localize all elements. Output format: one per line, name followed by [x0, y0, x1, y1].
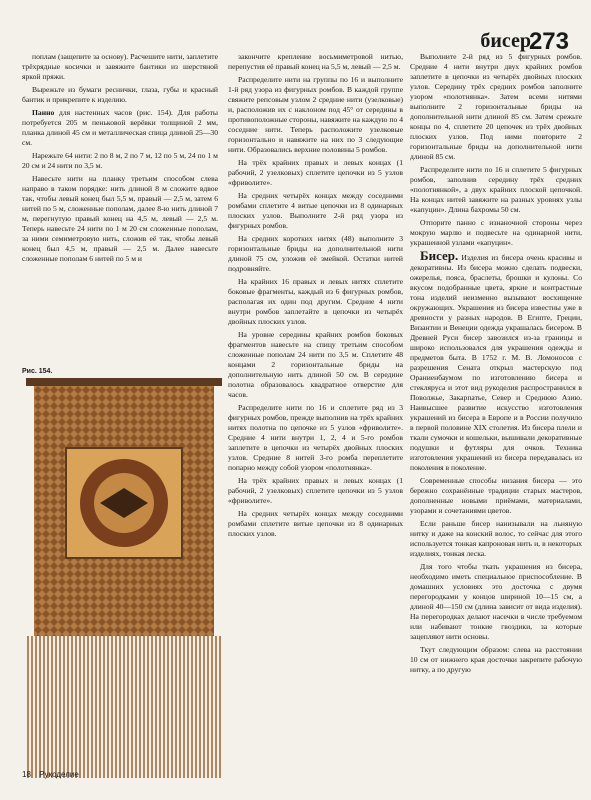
- paragraph: Если раньше бисер нанизывали на льняную нитку и даже на конский волос, то сейчас для этого используется тонкая капроновая нить и, в некоторых изделиях, тонкая леска.: [410, 519, 582, 558]
- footer-title: Рукоделие: [39, 770, 79, 779]
- paragraph: закончите крепление восьмиметровой нитью, перепустив её правый конец на 5,5 м, левый — 2,5 м.: [228, 52, 403, 71]
- paragraph: Современные способы низания бисера — это бережно сохранённые традиции старых мастеров, дополненные новыми приёмами, материалами, узорами и сочетаниями цветов.: [410, 476, 582, 515]
- page-header: [0, 12, 591, 55]
- paragraph: На трёх крайних правых и левых концах (1 рабочий, 2 узелковых) сплетите цепочки из 5 узлов «фриволите».: [228, 476, 403, 505]
- page-footer: [22, 770, 85, 779]
- paragraph: Ткут следующим образом: слева на расстоянии 10 см от нижнего края досточки закрепите рабочую нитку, а по другую: [410, 645, 582, 674]
- paragraph: Для того чтобы ткать украшения из бисера, необходимо иметь специальное приспособление. В домашних условиях это досточка с двумя перегородками у концов шириной 10—15 см, а длиной 40—150 см (длина зависит от вида изделия). На перегородках делают насечки в числе требуемом или набивают тонкие гвоздики, за которые зацепляют нити основы.: [410, 562, 582, 641]
- subhead: Панно: [32, 108, 55, 117]
- column-1: [22, 52, 218, 342]
- paragraph: Выполните 2-й ряд из 5 фигурных ромбов. Средние 4 нити внутри двух крайних ромбов заплетите в цепочки из четырёх двойных плоских узлов. Середину трёх средних ромбов заполните узором «полотнянка». Затем всеми нитями выполните 2 горизонтальные бриды на дополнительной нити длиной 85 см. Затем срежьте концы по 4, сплетите 20 цепочек из трёх двойных плоских узлов. Под ними повторите 2 горизонтальные бриды на дополнительной нити длиной 85 см.: [410, 52, 582, 161]
- paragraph: Распределите нити на группы по 16 и выполните 1-й ряд узора из фигурных ромбов. В каждой группе свяжите репсовым узлом 2 средние нити (узелковые) и, расположив их с наклоном под 45° от середины в противоположные стороны, навяжите на каждую по 4 соседние нити. Теперь расположите узелковые горизонтально и навяжите на них по 3 следующие нити. Образовались верхние половины 5 ромбов.: [228, 75, 403, 154]
- paragraph: На средних четырёх концах между соседними ромбами сплетите витые цепочки из 8 одинарных плоских узлов.: [228, 509, 403, 538]
- section-heading: Бисер.: [420, 248, 459, 263]
- figure-label: Рис. 154.: [22, 368, 53, 375]
- column-3: [410, 52, 582, 777]
- paragraph: Отпорите панно с изнаночной стороны через мокрую марлю и подвесьте на одинарной нити, украшенной узлами «капуцин».: [410, 218, 582, 247]
- macrame-clock-figure: [26, 378, 222, 778]
- page-number: 273: [528, 28, 569, 55]
- paragraph: Бисер. Изделия из бисера очень красивы и декоративны. Из бисера можно сделать подвески, ожерелья, пояса, браслеты, брошки и кулоны. Со вкусом подобранные цвета, яркие и контрастные тона изделий неизменно вызывают восхищение окружающих. Украшения из бисера известны уже в древности у разных народов. В Египте, Греции, Византии и Венеции одежда украшалась бисером. В Древней Руси бисер завозился из-за границы и широко использовался для украшения одежды и предметов быта. В 1752 г. М. В. Ломоносов с разрешения Сената открыл мастерскую под Ораниенбаумом по изготовлению бисера и стекляруса и этот вид рукоделия распространился в Поволжье, Закарпатье, Север и Среднюю Азию. Наивысшее развитие искусство изготовления украшений из бисера в Европе и в России получило в первой половине XIX столетия. Из бисера плели и ткали сумочки и кошельки, вышивали декоративные подушки и футляры для очков. Техника изготовления украшений из бисера передавалась из поколения в поколение.: [410, 248, 582, 472]
- paragraph: На уровне середины крайних ромбов боковых фрагментов навесьте на спицу третьим способом сложенные пополам 24 нити по 3,5 м. Сплетите 48 концами 2 горизонтальные бриды на дополнительную нить длиной 50 см. В середине полотна образовалось квадратное отверстие для часов.: [228, 330, 403, 399]
- paragraph: Нарежьте 64 нити: 2 по 8 м, 2 по 7 м, 12 по 5 м, 24 по 1 м 20 см и 24 нити по 3,5 м.: [22, 151, 218, 170]
- section-title: бисер: [480, 30, 531, 52]
- paragraph: На средних четырёх концах между соседними ромбами сплетите 4 витые цепочки из 8 одинарных плоских узлов. Выполните 2-й ряд узора из фигурных ромбов.: [228, 191, 403, 230]
- paragraph: На средних коротких нитях (48) выполните 3 горизонтальные бриды на дополнительной нити длиной 75 см, уложив её змейкой. Остатки нитей подровняйте.: [228, 234, 403, 273]
- paragraph: поплам (защепите за основу). Расчешите нити, заплетите трёхрядные косички и завяжите бантики из шерстяной яркой пряжи.: [22, 52, 218, 81]
- paragraph: На трёх крайних правых и левых концах (1 рабочий, 2 узелковых) сплетите цепочки из 5 узлов «фриволите».: [228, 158, 403, 187]
- paragraph: Панно для настенных часов (рис. 154). Для работы потребуется 205 м пеньковой верёвки толщиной 2 мм, планка длиной 45 см и металлическая спица длиной 25—30 см.: [22, 108, 218, 147]
- paragraph: Навесьте нити на планку третьим способом слева направо в таком порядке: нить длиной 8 м сложите вдвое так, чтобы левый конец был 5,5 м, правый — 2,5 м, затем 6 нитей по 5 м, сложенные пополам, далее 8-ю нить длиной 7 м, перегнутую правый конец на 4,5 м, левый — 2,5 м. Теперь навесьте 24 нити по 1 м 20 см сложенные пополам, за ними семиметровую нить, сложив её так, чтобы левый конец был 4,5 м, правый — 2,5 м. Далее навесьте сложенные пополам 6 нитей по 5 м и: [22, 174, 218, 263]
- paragraph: Вырежьте из бумаги реснички, глаза, губы и красный бантик и прикрепите к изделию.: [22, 85, 218, 104]
- paragraph: Распределите нити по 16 и сплетите ряд из 3 фигурных ромбов, прежде выполнив на трёх крайних нитях полотна по цепочке из 5 узлов «фриволите». Средние 4 нити внутри 1, 2, 4 и 5-го ромбов заплетите в цепочки из четырёх двойных плоских узлов. Средние 8 нитей 3-го ромба переплетите попарно между собой узором «полотнянка».: [228, 403, 403, 472]
- column-2: [228, 52, 403, 777]
- footer-page: 18: [22, 770, 31, 779]
- paragraph: На крайних 16 правых и левых нитях сплетите боковые фрагменты, каждый из 6 фигурных ромбов, располагая их один под другим. Средние 4 нити внутри ромбов заплетайте в цепочки из четырёх двойных плоских узлов.: [228, 277, 403, 326]
- hanging-bar: [26, 378, 222, 386]
- paragraph: Распределите нити по 16 и сплетите 5 фигурных ромбов, заполнив середину трёх средних «полотнянкой», а двух крайних плоской цепочкой. На концах нитей завяжите на разных уровнях узлы «капуцин». Длина бахромы 50 см.: [410, 165, 582, 214]
